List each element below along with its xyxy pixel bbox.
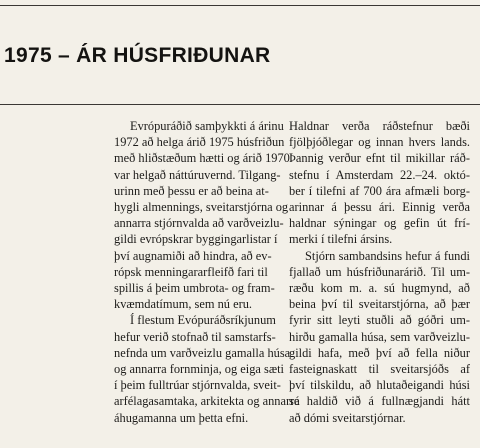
text-line: arfélagasamtaka, arkitekta og annarra <box>114 394 300 409</box>
text-line: að dómi sveitarstjórnar. <box>289 410 406 425</box>
text-line: ræðu kom m. a. sú hugmynd, að <box>289 281 470 296</box>
text-line: gildi evrópskrar byggingarlistar í <box>114 232 278 247</box>
text-line: kvæmdatímum, sem nú eru. <box>114 297 253 312</box>
title-underline <box>0 104 480 105</box>
text-line: haldnar sýningar og gefin út frí- <box>289 216 470 231</box>
text-line: fasteignaskatt til sveitarsjóðs af <box>289 362 470 377</box>
left-text-column <box>114 118 300 426</box>
text-line: fjölþjóðlegar og innan hvers lands. <box>289 135 470 150</box>
text-line: var helgað náttúruvernd. Tilgang- <box>114 167 281 182</box>
text-line: merki í tilefni ársins. <box>289 232 393 247</box>
text-line: gildi hafa, með því að fella niður <box>289 345 470 360</box>
article-title: 1975 – ÁR HÚSFRIÐUNAR <box>4 44 271 67</box>
text-line: spillis á þeim umbrota- og fram- <box>114 281 275 296</box>
top-rule <box>0 5 480 6</box>
text-line: fyrir sitt leyti stuðli að góðri um- <box>289 313 470 328</box>
text-line: annarra stjórnvalda að varðveizlu- <box>114 216 284 231</box>
text-line: sé haldið við á fullnægjandi hátt <box>289 394 470 409</box>
text-line: urinn með þessu er að beina at- <box>114 183 269 198</box>
text-line: Evrópuráðið samþykkti á árinu <box>130 119 284 133</box>
text-line: beina því til sveitarstjórna, að þær <box>289 297 470 312</box>
text-line: Þannig verður efnt til mikillar ráð- <box>289 151 470 166</box>
text-line: áhugamanna um þetta efni. <box>114 410 249 425</box>
text-line: arinnar á þessu ári. Einnig verða <box>289 200 470 215</box>
text-line: Í flestum Evópuráðsríkjunum <box>130 313 276 328</box>
text-line: hefur verið stofnað til samstarfs- <box>114 329 276 344</box>
text-line: ber í tilefni af 700 ára afmæli borg- <box>289 183 470 198</box>
text-line: Haldnar verða ráðstefnur bæði <box>289 119 470 133</box>
text-line: stefnu í Amsterdam 22.–24. októ- <box>289 167 470 182</box>
text-line: því tilskildu, að hlutaðeigandi húsi <box>289 378 470 393</box>
right-text-column <box>289 118 470 426</box>
text-line: nefnda um varðveizlu gamalla húsa <box>114 345 291 360</box>
text-line: rópsk menningararfleifð fari til <box>114 264 268 279</box>
text-line: Stjórn sambandsins hefur á fundi <box>305 248 470 263</box>
text-line: með hliðstæðum hætti og árið 1970 <box>114 151 290 166</box>
text-line: hygli almennings, sveitarstjórna og <box>114 200 289 215</box>
text-line: og annarra fornminja, og eiga sæti <box>114 362 284 377</box>
text-line: því augnamiði að hindra, að ev- <box>114 248 272 263</box>
text-line: 1972 að helga árið 1975 húsfriðun <box>114 135 285 150</box>
text-line: í þeim fulltrúar stjórnvalda, sveit- <box>114 378 281 393</box>
text-line: hirðu gamalla húsa, sem varðveizlu- <box>289 329 470 344</box>
text-line: fjallað um húsfriðunarárið. Til um- <box>289 264 470 279</box>
